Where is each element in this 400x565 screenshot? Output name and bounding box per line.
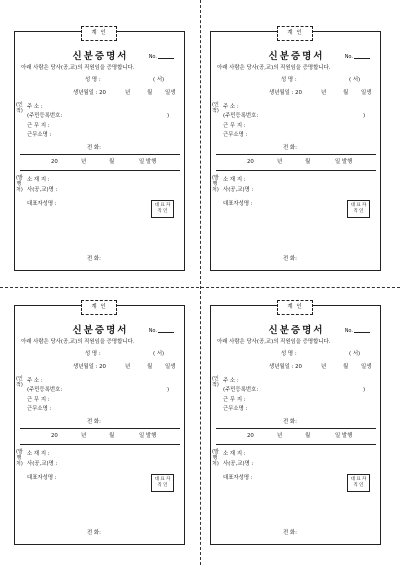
- seal-text-top: 대 표 자: [154, 477, 171, 482]
- issue-month-unit: 월: [109, 433, 115, 439]
- name-label: 성 명 :: [281, 77, 297, 83]
- personal-info-side-label: (인적): [212, 102, 219, 114]
- address-label: 주 소 :: [223, 378, 239, 384]
- divider: [20, 154, 180, 155]
- resident-number-close: ): [167, 387, 170, 393]
- issuer-phone-label: 전 화:: [87, 530, 101, 536]
- issue-year-unit: 년: [81, 433, 87, 439]
- resident-number-label: (주민등록번호:: [27, 387, 63, 393]
- name-label: 성 명 :: [85, 351, 101, 357]
- card-number: No.: [149, 328, 174, 334]
- birth-day: 일생: [165, 364, 176, 370]
- divider: [216, 444, 376, 445]
- company-address-label: 소 재 지 :: [27, 451, 50, 457]
- issue-month-unit: 월: [305, 159, 311, 165]
- seal-text-bottom: 직 인: [157, 209, 168, 214]
- personal-info-side-label: (인적): [16, 102, 23, 114]
- issuer-side-label: (발행처): [16, 449, 23, 467]
- company-name-label: 사(공,교)명 :: [27, 187, 58, 193]
- department-label: 근무소명 :: [223, 406, 248, 412]
- issue-year: 20: [247, 159, 254, 165]
- workplace-label: 근 무 지 :: [223, 397, 246, 403]
- stamp-label: 계 인: [277, 26, 313, 41]
- personal-info-side-label: (인적): [212, 376, 219, 388]
- company-address-label: 소 재 지 :: [223, 177, 246, 183]
- resident-number-close: ): [363, 113, 366, 119]
- certification-statement: 아래 사람은 당사(공,교)의 직원임을 증명합니다.: [217, 339, 331, 345]
- issue-day-unit: 일 발행: [335, 433, 353, 439]
- resident-number-label: (주민등록번호:: [223, 387, 259, 393]
- id-card-top-right: [210, 31, 381, 271]
- certification-statement: 아래 사람은 당사(공,교)의 직원임을 증명합니다.: [217, 65, 331, 71]
- phone-label: 전 화:: [283, 145, 297, 151]
- seal-text-bottom: 직 인: [353, 483, 364, 488]
- issue-year: 20: [51, 433, 58, 439]
- resident-number-close: ): [363, 387, 366, 393]
- birth-month: 월: [343, 364, 349, 370]
- address-label: 주 소 :: [27, 104, 43, 110]
- company-seal-box: [347, 474, 370, 492]
- issue-month-unit: 월: [109, 159, 115, 165]
- issue-year-unit: 년: [81, 159, 87, 165]
- id-card-top-left: [14, 31, 185, 271]
- birth-label: 생년월일 : 20: [269, 364, 302, 370]
- company-name-label: 사(공,교)명 :: [223, 187, 254, 193]
- birth-year: 년: [125, 90, 131, 96]
- personal-info-side-label: (인적): [16, 376, 23, 388]
- name-label: 성 명 :: [85, 77, 101, 83]
- card-title: 신분증명서: [72, 325, 129, 336]
- issue-year-unit: 년: [277, 159, 283, 165]
- birth-label: 생년월일 : 20: [73, 90, 106, 96]
- company-name-label: 사(공,교)명 :: [27, 461, 58, 467]
- certification-statement: 아래 사람은 당사(공,교)의 직원임을 증명합니다.: [21, 339, 135, 345]
- company-address-label: 소 재 지 :: [223, 451, 246, 457]
- divider: [216, 428, 376, 429]
- resident-number-label: (주민등록번호:: [223, 113, 259, 119]
- issue-year: 20: [51, 159, 58, 165]
- issue-year-unit: 년: [277, 433, 283, 439]
- workplace-label: 근 무 지 :: [27, 397, 50, 403]
- birth-year: 년: [321, 364, 327, 370]
- issue-year: 20: [247, 433, 254, 439]
- issuer-phone-label: 전 화:: [87, 256, 101, 262]
- card-title: 신분증명서: [72, 51, 129, 62]
- phone-label: 전 화:: [87, 145, 101, 151]
- seal-text-top: 대 표 자: [154, 203, 171, 208]
- id-card-bottom-left: [14, 305, 185, 545]
- stamp-label: 계 인: [81, 26, 117, 41]
- birth-year: 년: [125, 364, 131, 370]
- birth-label: 생년월일 : 20: [269, 90, 302, 96]
- stamp-label: 계 인: [277, 300, 313, 315]
- company-seal-box: [347, 200, 370, 218]
- resident-number-close: ): [167, 113, 170, 119]
- seal-mark: ( 서): [349, 77, 361, 83]
- card-number: No.: [345, 328, 370, 334]
- divider: [20, 444, 180, 445]
- birth-day: 일생: [165, 90, 176, 96]
- divider: [20, 170, 180, 171]
- issue-month-unit: 월: [305, 433, 311, 439]
- card-title: 신분증명서: [268, 325, 325, 336]
- issuer-phone-label: 전 화:: [283, 530, 297, 536]
- issue-day-unit: 일 발행: [335, 159, 353, 165]
- issuer-side-label: (발행처): [16, 175, 23, 193]
- representative-label: 대표자성명 :: [27, 475, 57, 481]
- birth-month: 월: [147, 364, 153, 370]
- issue-day-unit: 일 발행: [139, 433, 157, 439]
- issuer-phone-label: 전 화:: [283, 256, 297, 262]
- representative-label: 대표자성명 :: [223, 475, 253, 481]
- issuer-side-label: (발행처): [212, 449, 219, 467]
- birth-year: 년: [321, 90, 327, 96]
- representative-label: 대표자성명 :: [27, 201, 57, 207]
- address-label: 주 소 :: [223, 104, 239, 110]
- birth-month: 월: [343, 90, 349, 96]
- vertical-cut-line: [200, 0, 201, 565]
- company-name-label: 사(공,교)명 :: [223, 461, 254, 467]
- department-label: 근무소명 :: [27, 132, 52, 138]
- seal-mark: ( 서): [153, 351, 165, 357]
- seal-text-bottom: 직 인: [353, 209, 364, 214]
- seal-text-top: 대 표 자: [350, 203, 367, 208]
- issuer-side-label: (발행처): [212, 175, 219, 193]
- birth-label: 생년월일 : 20: [73, 364, 106, 370]
- company-address-label: 소 재 지 :: [27, 177, 50, 183]
- divider: [216, 154, 376, 155]
- card-title: 신분증명서: [268, 51, 325, 62]
- id-card-bottom-right: [210, 305, 381, 545]
- representative-label: 대표자성명 :: [223, 201, 253, 207]
- card-number: No.: [345, 54, 370, 60]
- birth-day: 일생: [361, 90, 372, 96]
- divider: [20, 428, 180, 429]
- issue-day-unit: 일 발행: [139, 159, 157, 165]
- phone-label: 전 화:: [283, 419, 297, 425]
- divider: [216, 170, 376, 171]
- address-label: 주 소 :: [27, 378, 43, 384]
- birth-day: 일생: [361, 364, 372, 370]
- department-label: 근무소명 :: [27, 406, 52, 412]
- seal-text-bottom: 직 인: [157, 483, 168, 488]
- seal-mark: ( 서): [349, 351, 361, 357]
- resident-number-label: (주민등록번호:: [27, 113, 63, 119]
- workplace-label: 근 무 지 :: [223, 123, 246, 129]
- card-number: No.: [149, 54, 174, 60]
- company-seal-box: [151, 200, 174, 218]
- workplace-label: 근 무 지 :: [27, 123, 50, 129]
- department-label: 근무소명 :: [223, 132, 248, 138]
- phone-label: 전 화:: [87, 419, 101, 425]
- stamp-label: 계 인: [81, 300, 117, 315]
- seal-mark: ( 서): [153, 77, 165, 83]
- name-label: 성 명 :: [281, 351, 297, 357]
- birth-month: 월: [147, 90, 153, 96]
- seal-text-top: 대 표 자: [350, 477, 367, 482]
- certification-statement: 아래 사람은 당사(공,교)의 직원임을 증명합니다.: [21, 65, 135, 71]
- company-seal-box: [151, 474, 174, 492]
